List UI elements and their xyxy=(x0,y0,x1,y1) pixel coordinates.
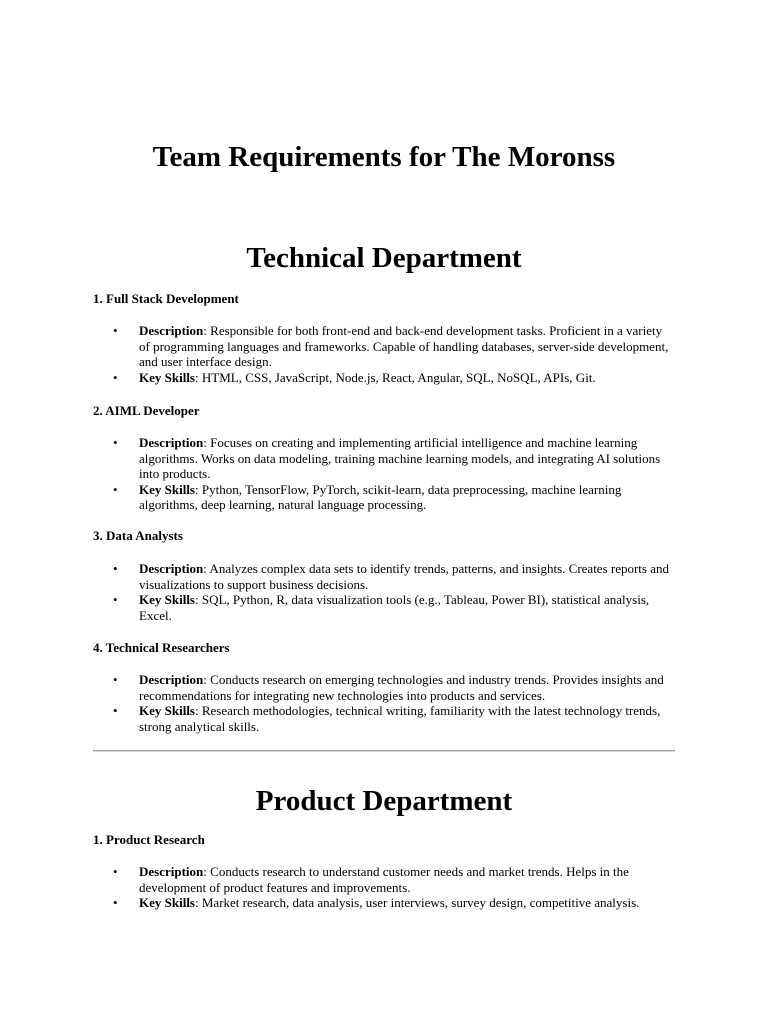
skills-label: Key Skills xyxy=(139,481,195,497)
skills-text: : Python, TensorFlow, PyTorch, scikit-learn, data preprocessing, machine learning algorithms, deep learning, natural language processing. xyxy=(139,481,622,512)
skills-label: Key Skills xyxy=(139,703,195,718)
description-text: : Conducts research to understand customer needs and market trends. Helps in the development of product features and improvements. xyxy=(139,864,629,895)
description-label: Description xyxy=(139,435,204,450)
list-item xyxy=(93,482,675,513)
description-text: : Conducts research on emerging technologies and industry trends. Provides insights and recommendations for integrating new technologies into products and services. xyxy=(139,672,664,703)
description-label: Description xyxy=(139,323,204,338)
product-department-heading: Product Department xyxy=(255,785,513,817)
bullet-icon: • xyxy=(113,592,118,607)
description-label: Description xyxy=(139,672,204,687)
skills-text: : Research methodologies, technical writing, familiarity with the latest technology trends, strong analytical skills. xyxy=(139,703,661,734)
bullet-icon: • xyxy=(113,561,118,576)
description-text: : Analyzes complex data sets to identify trends, patterns, and insights. Creates reports and visualizations to support business decisions. xyxy=(139,561,670,592)
description-label: Description xyxy=(139,864,204,879)
description-label: Description xyxy=(139,561,204,576)
bullet-icon: • xyxy=(113,323,118,338)
list-item xyxy=(93,370,675,386)
bullet-icon: • xyxy=(113,481,118,497)
list-item xyxy=(93,703,675,734)
description-text: : Responsible for both front-end and back-end development tasks. Proficient in a variety of programming languages and frameworks. Capable of handling databases, server-side development, and user interface design. xyxy=(139,323,669,369)
list-item xyxy=(93,672,675,703)
skills-text: : HTML, CSS, JavaScript, Node.js, React, Angular, SQL, NoSQL, APIs, Git. xyxy=(195,369,596,385)
bullet-icon: • xyxy=(113,435,118,450)
role-heading-product-research: 1. Product Research xyxy=(93,832,205,847)
role-details-data-analysts xyxy=(93,561,675,623)
description-text: : Focuses on creating and implementing artificial intelligence and machine learning algorithms. Works on data modeling, training machine learning models, and integrating AI solutions into products. xyxy=(139,435,661,481)
role-details-product-research xyxy=(93,864,675,911)
list-item xyxy=(93,561,675,592)
role-heading-full-stack: 1. Full Stack Development xyxy=(93,291,239,306)
document-title: Team Requirements for The Moronss xyxy=(152,141,616,173)
section-divider xyxy=(93,750,675,752)
list-item xyxy=(93,323,675,370)
list-item xyxy=(93,864,675,895)
bullet-icon: • xyxy=(113,895,118,910)
role-heading-aiml: 2. AIML Developer xyxy=(93,403,200,418)
role-heading-technical-researchers: 4. Technical Researchers xyxy=(93,640,230,655)
bullet-icon: • xyxy=(113,864,118,879)
bullet-icon: • xyxy=(113,672,118,687)
skills-label: Key Skills xyxy=(139,369,195,385)
skills-text: : SQL, Python, R, data visualization tools (e.g., Tableau, Power BI), statistical analysis, Excel. xyxy=(139,592,650,623)
bullet-icon: • xyxy=(113,369,118,385)
technical-department-heading: Technical Department xyxy=(246,242,522,274)
skills-label: Key Skills xyxy=(139,895,195,910)
list-item xyxy=(93,435,675,482)
list-item xyxy=(93,895,675,911)
role-details-technical-researchers xyxy=(93,672,675,734)
role-heading-data-analysts: 3. Data Analysts xyxy=(93,528,183,543)
role-details-full-stack xyxy=(93,323,675,385)
role-details-aiml xyxy=(93,435,675,513)
list-item xyxy=(93,592,675,623)
skills-label: Key Skills xyxy=(139,592,195,607)
bullet-icon: • xyxy=(113,703,118,718)
skills-text: : Market research, data analysis, user interviews, survey design, competitive analysis. xyxy=(195,895,640,910)
